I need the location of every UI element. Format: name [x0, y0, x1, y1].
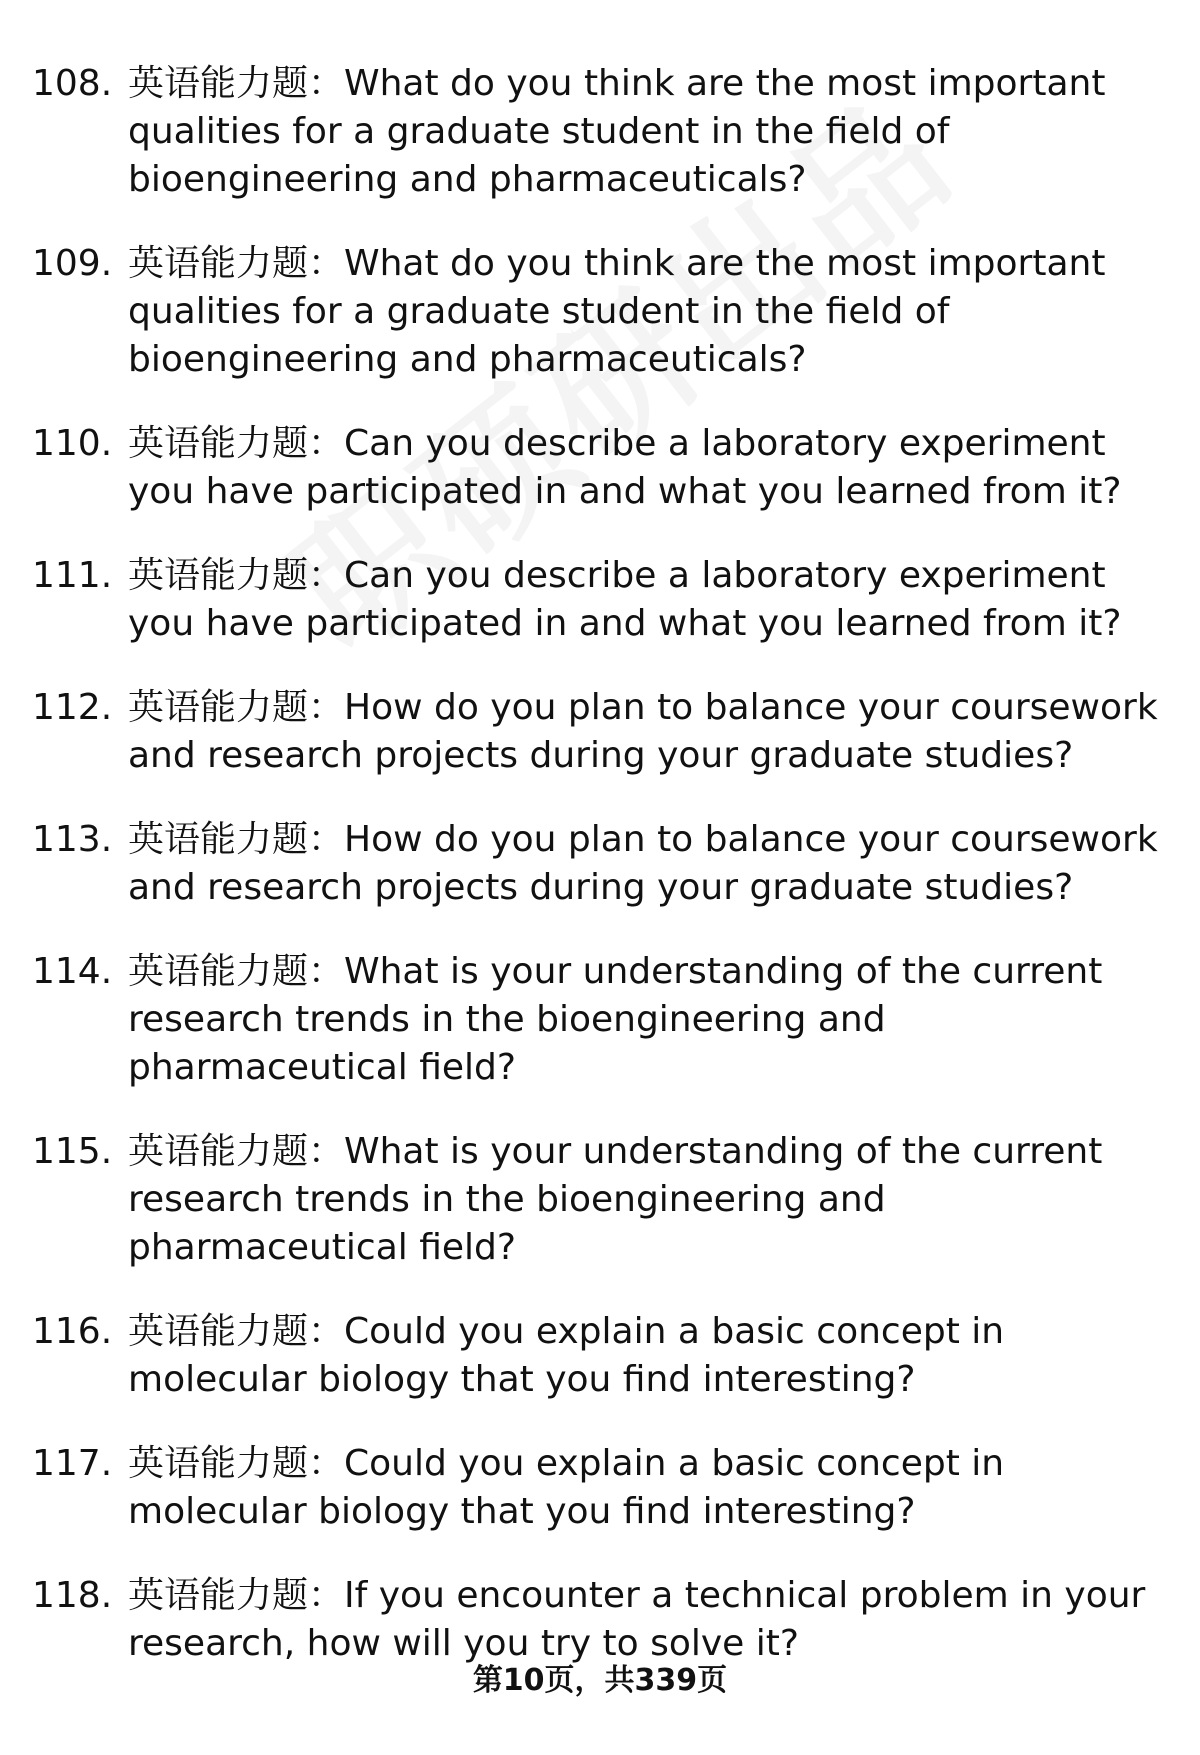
question-text: 英语能力题：What do you think are the most important qualities for a graduate student in the field of bioengineering and pharmaceuticals?	[128, 63, 1106, 200]
question-number: 109.	[32, 243, 113, 284]
question-number: 108.	[32, 63, 113, 104]
question-number: 111.	[32, 555, 113, 596]
question-text: 英语能力题：Could you explain a basic concept in molecular biology that you find interesting?	[128, 1443, 1005, 1532]
question-number: 118.	[32, 1575, 113, 1616]
question-text: 英语能力题：Can you describe a laboratory experiment you have participated in and what you learned from it?	[128, 423, 1122, 512]
page-footer: 第10页，共339页	[472, 1663, 728, 1698]
question-number: 110.	[32, 423, 113, 464]
question-text: 英语能力题：What is your understanding of the current research trends in the bioengineering and pharmaceutical field?	[128, 1131, 1103, 1268]
question-number: 112.	[32, 687, 113, 728]
question-number: 114.	[32, 951, 113, 992]
question-number: 116.	[32, 1311, 113, 1352]
question-text: 英语能力题：Could you explain a basic concept in molecular biology that you find interesting?	[128, 1311, 1005, 1400]
question-number: 115.	[32, 1131, 113, 1172]
question-text: 英语能力题：How do you plan to balance your coursework and research projects during your graduate studies?	[128, 687, 1158, 776]
question-text: 英语能力题：Can you describe a laboratory experiment you have participated in and what you learned from it?	[128, 555, 1122, 644]
question-number: 113.	[32, 819, 113, 860]
question-text: 英语能力题：If you encounter a technical problem in your research, how will you try to solve it?	[128, 1575, 1146, 1664]
question-text: 英语能力题：What is your understanding of the current research trends in the bioengineering and pharmaceutical field?	[128, 951, 1103, 1088]
question-text: 英语能力题：How do you plan to balance your coursework and research projects during your graduate studies?	[128, 819, 1158, 908]
question-number: 117.	[32, 1443, 113, 1484]
question-text: 英语能力题：What do you think are the most important qualities for a graduate student in the field of bioengineering and pharmaceuticals?	[128, 243, 1106, 380]
